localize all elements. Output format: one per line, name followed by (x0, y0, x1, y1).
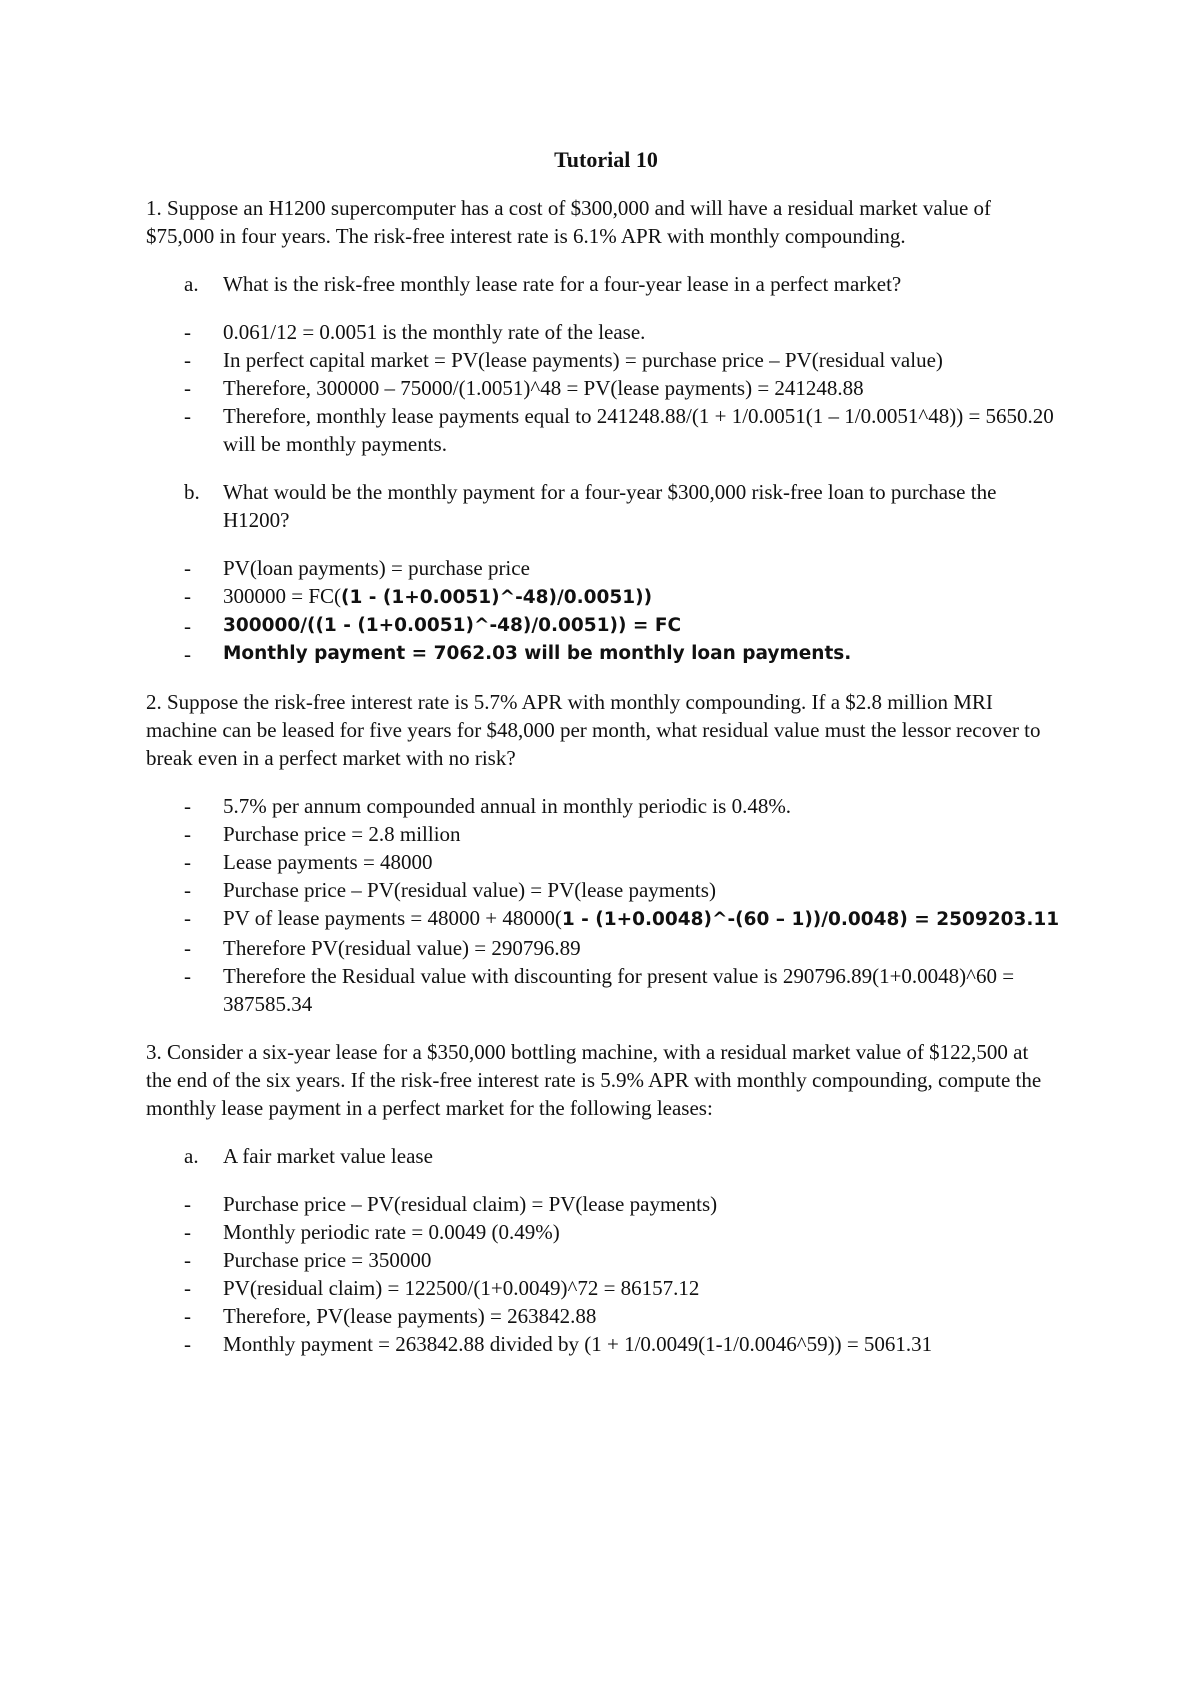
list-item: - Purchase price = 350000 (146, 1246, 1066, 1274)
list-item: - Therefore, monthly lease payments equal to 241248.88/(1 + 1/0.0051(1 – 1/0.0051^48)) = 5650.20 will be monthly payments. (146, 402, 1066, 458)
dash-bullet: - (184, 906, 191, 930)
dash-bullet: - (184, 584, 191, 608)
subquestion-marker: a. (184, 1144, 199, 1168)
question-3a-text: A fair market value lease (223, 1144, 433, 1168)
dash-bullet: - (184, 850, 191, 874)
dash-bullet: - (184, 1332, 191, 1356)
list-item: - Therefore, PV(lease payments) = 263842.88 (146, 1302, 1066, 1330)
dash-bullet: - (184, 376, 191, 400)
subquestion-marker: b. (184, 480, 200, 504)
list-item: - Therefore the Residual value with discounting for present value is 290796.89(1+0.0048)^60 = 387585.34 (146, 962, 1066, 1018)
question-2-text: 2. Suppose the risk-free interest rate is 5.7% APR with monthly compounding. If a $2.8 million MRI machine can be leased for five years for $48,000 per month, what residual value must the lessor recover to break even in a perfect market with no risk? (146, 690, 1041, 770)
document-page (146, 146, 1066, 1378)
dash-bullet: - (184, 614, 191, 638)
question-1-text: 1. Suppose an H1200 supercomputer has a cost of $300,000 and will have a residual market value of $75,000 in four years. The risk-free interest rate is 6.1% APR with monthly compounding. (146, 196, 992, 248)
question-1b (146, 478, 1066, 534)
question-1a (146, 270, 1066, 298)
list-item: - Purchase price – PV(residual value) = PV(lease payments) (146, 876, 1066, 904)
list-item: - Lease payments = 48000 (146, 848, 1066, 876)
list-item: - In perfect capital market = PV(lease payments) = purchase price – PV(residual value) (146, 346, 1066, 374)
answer-2-list (146, 792, 1066, 1018)
answer-3a-list (146, 1190, 1066, 1358)
list-item: - Monthly payment = 7062.03 will be monthly loan payments. (146, 640, 1066, 668)
dash-bullet: - (184, 404, 191, 428)
list-item: - Therefore, 300000 – 75000/(1.0051)^48 = PV(lease payments) = 241248.88 (146, 374, 1066, 402)
question-1b-text: What would be the monthly payment for a four-year $300,000 risk-free loan to purchase the H1200? (223, 480, 997, 532)
list-item: - Therefore PV(residual value) = 290796.89 (146, 934, 1066, 962)
dash-bullet: - (184, 320, 191, 344)
dash-bullet: - (184, 794, 191, 818)
list-item: - 300000/((1 - (1+0.0051)^-48)/0.0051)) = FC (146, 612, 1066, 640)
list-item: - PV(residual claim) = 122500/(1+0.0049)^72 = 86157.12 (146, 1274, 1066, 1302)
question-3a (146, 1142, 1066, 1170)
dash-bullet: - (184, 936, 191, 960)
subquestion-marker: a. (184, 272, 199, 296)
list-item: - 0.061/12 = 0.0051 is the monthly rate of the lease. (146, 318, 1066, 346)
question-1a-text: What is the risk-free monthly lease rate for a four-year lease in a perfect market? (223, 272, 902, 296)
list-item: - PV(loan payments) = purchase price (146, 554, 1066, 582)
list-item: - 5.7% per annum compounded annual in monthly periodic is 0.48%. (146, 792, 1066, 820)
dash-bullet: - (184, 1192, 191, 1216)
dash-bullet: - (184, 1248, 191, 1272)
dash-bullet: - (184, 1220, 191, 1244)
page-title: Tutorial 10 (554, 147, 658, 172)
list-item: - Purchase price – PV(residual claim) = PV(lease payments) (146, 1190, 1066, 1218)
list-item: - 300000 = FC((1 - (1+0.0051)^-48)/0.0051)) (146, 582, 1066, 612)
dash-bullet: - (184, 642, 191, 666)
question-3-text: 3. Consider a six-year lease for a $350,000 bottling machine, with a residual market value of $122,500 at the end of the six years. If the risk-free interest rate is 5.9% APR with monthly compounding, compute the monthly lease payment in a perfect market for the following leases: (146, 1040, 1042, 1120)
answer-1a-list (146, 318, 1066, 458)
dash-bullet: - (184, 348, 191, 372)
list-item: - Purchase price = 2.8 million (146, 820, 1066, 848)
dash-bullet: - (184, 1276, 191, 1300)
dash-bullet: - (184, 878, 191, 902)
dash-bullet: - (184, 822, 191, 846)
dash-bullet: - (184, 964, 191, 988)
dash-bullet: - (184, 1304, 191, 1328)
answer-1b-list (146, 554, 1066, 668)
list-item: - PV of lease payments = 48000 + 48000(1 - (1+0.0048)^-(60 – 1))/0.0048) = 2509203.11 (146, 904, 1066, 934)
list-item: - Monthly periodic rate = 0.0049 (0.49%) (146, 1218, 1066, 1246)
list-item: - Monthly payment = 263842.88 divided by (1 + 1/0.0049(1-1/0.0046^59)) = 5061.31 (146, 1330, 1066, 1358)
dash-bullet: - (184, 556, 191, 580)
